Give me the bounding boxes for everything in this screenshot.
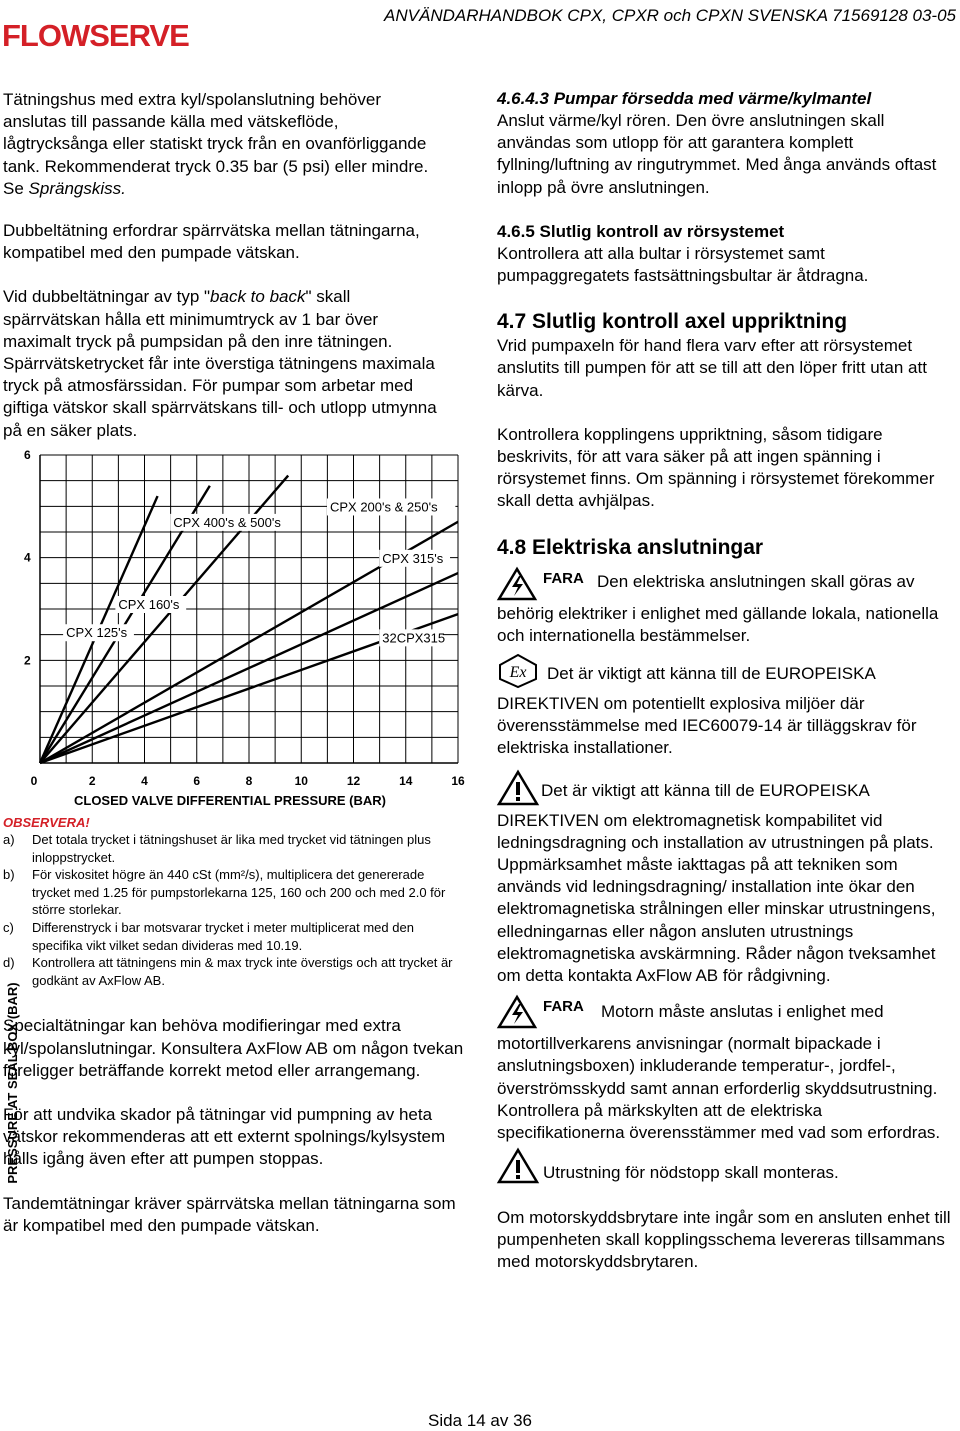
- note-text: Det totala trycket i tätningshuset är lika med trycket vid tätningen plus inloppstrycket.: [32, 832, 431, 865]
- btb-italic: back to back: [210, 287, 306, 307]
- warning-emergency-stop: [497, 1162, 952, 1184]
- warning-emergency-stop-badge: [497, 1162, 543, 1184]
- warning-atex: [497, 663, 952, 760]
- warning-electrical: [497, 571, 952, 647]
- note-text: Kontrollera att tätningens min & max tryck inte överstigs och att trycket är godkänt av AxFlow AB.: [32, 955, 453, 988]
- x-tick-label: 4: [141, 774, 148, 788]
- warning-motor-text-block: [497, 998, 952, 1144]
- paragraph-4-6-5: Kontrollera att alla bultar i rörsystemet samt pumpaggregatets fastsättningsbultar är åtdragna.: [497, 243, 869, 286]
- paragraph-special-seals: Specialtätningar kan behöva modifieringar med extra kyl/spolanslutningar. Konsultera AxFlow AB om någon tvekan föreligger beträffande korrekt metod eller arrangemang.: [3, 1016, 464, 1080]
- series-label: CPX 315's: [382, 550, 444, 566]
- warning-motor-badge: [497, 998, 601, 1033]
- y-tick-label: 6: [24, 448, 31, 462]
- paragraph-4-7-b: Kontrollera kopplingens uppriktning, såsom tidigare beskrivits, för att vara säker på att ingen spänning i rörsystemet finns. Om spänning i rörsystemet förekommer skall detta avhjälpas.: [497, 424, 935, 511]
- notes-list: [3, 831, 463, 989]
- header-title: ANVÄNDARHANDBOK CPX, CPXR och CPXN SVENSKA 71569128 03-05: [384, 6, 956, 25]
- ex-atex-icon: [497, 653, 539, 689]
- heading-4-7: 4.7 Slutlig kontroll axel uppriktning: [497, 310, 848, 334]
- note-label: a): [3, 832, 15, 847]
- warning-atex-text: Det är viktigt att känna till de EUROPEISKA DIREKTIVEN om potentiellt explosiva miljöer där överensstämmelse med IEC60079-14 är tilläggskrav för elektriska installationer.: [497, 664, 917, 758]
- warning-emergency-stop-text: Utrustning för nödstopp skall monteras.: [543, 1163, 839, 1183]
- series-label: CPX 200's & 250's: [329, 499, 438, 515]
- paragraph-4-6-4-3: Anslut värme/kyl rören. Den övre anslutningen skall användas som utlopp för att garantera komplett fyllning/luftning av ringutrymmet. Med ånga används oftast inlopp på övre anslutningen.: [497, 111, 937, 197]
- series-label: 32CPX315: [382, 630, 446, 646]
- chart-y-axis-label: PRESSURE AT SEAL BOX (BAR): [5, 982, 20, 1184]
- warning-electrical-text: Den elektriska anslutningen skall göras av behörig elektriker i enlighet med gällande lokala, nationella och internationella bestämmelser.: [497, 571, 939, 645]
- note-item: [3, 831, 463, 866]
- paragraph-double-seal: Dubbeltätning erfordrar spärrvätska mellan tätningarna, kompatibel med den pumpade vätskan.: [3, 221, 420, 263]
- electric-hazard-icon: [497, 567, 537, 601]
- note-label: c): [3, 919, 14, 935]
- notes-section: [3, 814, 473, 1237]
- fara-label: FARA: [543, 998, 584, 1016]
- series-label: CPX 125's: [66, 625, 128, 641]
- x-tick-label: 2: [88, 774, 96, 788]
- heading-4-8: 4.8 Elektriska anslutningar: [497, 535, 764, 559]
- btb-text-a: Vid dubbeltätningar av typ ": [3, 287, 211, 307]
- observera-heading: OBSERVERA!: [3, 815, 90, 830]
- warning-emc: [497, 780, 952, 988]
- warning-electrical-text-block: [497, 571, 952, 647]
- note-item: [3, 919, 463, 954]
- chart-x-axis-label: CLOSED VALVE DIFFERENTIAL PRESSURE (BAR): [73, 793, 387, 808]
- warning-emc-badge: [497, 780, 541, 810]
- x-tick-label: 8: [245, 774, 253, 788]
- note-item: [3, 866, 463, 919]
- y-tick-label: 4: [24, 550, 31, 565]
- page-number: Sida 14 av 36: [428, 1411, 532, 1430]
- note-item: [3, 954, 463, 989]
- right-column: [497, 88, 952, 1273]
- warning-emc-text: Det är viktigt att känna till de EUROPEISKA DIREKTIVEN om elektromagnetisk kompabilitet vid ledningsdragning och installation av utrustningen på plats. Uppmärksamhet måste iakttagas på att tekniken som används vid ledningsdragning/ installation inte ökar den elektromagnetiska strålningen eller minskar utrustningens, elledningarnas eller någon ansluten utrustnings elektromagnetiska avskärmning. Råder någon tveksamhet om detta kontakta AxFlow AB för rådgivning.: [497, 780, 936, 986]
- x-tick-label: 12: [346, 774, 361, 788]
- warning-emergency-stop-text-block: [497, 1162, 952, 1184]
- series-label: CPX 160's: [118, 597, 180, 612]
- chart-series-labels: [63, 498, 455, 646]
- paragraph-4-7-a: Vrid pumpaxeln för hand flera varv efter att rörsystemet anslutits till pumpen för att se till att den löper fritt utan att kärva.: [497, 336, 927, 400]
- warning-icon: [497, 770, 539, 806]
- x-tick-label: 10: [294, 774, 308, 788]
- flowserve-logo: FLOWSERVE: [2, 18, 189, 53]
- note-text: För viskositet högre än 440 cSt (mm²/s), multiplicera det genererade trycket med 1.25 för pumpstorlekarna 125, 160 och 200 och med 2.0 för större storlekar.: [32, 867, 446, 918]
- paragraph-cooling-text: Tätningshus med extra kyl/spolanslutning behöver anslutas till passande källa med vätskeflöde, lågtrycksånga eller statiskt tryck från en ovanförliggande tank. Rekommenderat tryck 0.35 bar (5 psi) eller mindre. Se: [3, 90, 429, 198]
- x-tick-label: 16: [451, 774, 465, 788]
- warning-atex-text-block: [497, 663, 952, 760]
- x-tick-label: 6: [193, 774, 201, 788]
- paragraph-hot-liquids: För att undvika skador på tätningar vid pumpning av heta vätskor rekommenderas att ett externt spolnings/kylsystem hålls igång även efter att pumpen stoppas.: [3, 1104, 446, 1169]
- note-label: d): [3, 955, 15, 971]
- warning-emc-text-block: [497, 780, 952, 988]
- y-tick-label: 2: [24, 653, 31, 668]
- svg-text:Ex: Ex: [509, 664, 527, 682]
- heading-4-6-5: 4.6.5 Slutlig kontroll av rörsystemet: [497, 221, 785, 241]
- note-text: Differenstryck i bar motsvarar trycket i meter multiplicerat med den specifika vikt vilket sedan divideras med 10.19.: [32, 919, 414, 953]
- warning-motor-text: Motorn måste anslutas i enlighet med motortillverkarens anvisningar (normalt bipackade i anslutningsboxen) inkluderande temperatur-, jordfel-, överströmsskydd samt annan erforderlig skyddsutrustning. Kontrollera på märkskylten att de elektriska specifikationerna överensstämmer med vad som erfordras.: [497, 1002, 941, 1143]
- warning-electrical-badge: [497, 571, 597, 603]
- paragraph-tandem: Tandemtätningar kräver spärrvätska mellan tätningarna som är kompatibel med den pumpade vätskan.: [3, 1193, 456, 1235]
- paragraph-motor-protection: Om motorskyddsbrytare inte ingår som en ansluten enhet till pumpenheten skall kopplingsschema levereras tillsammans med motorskyddsbrytaren.: [497, 1207, 951, 1271]
- warning-icon: [497, 1148, 539, 1184]
- btb-text-b: " skall spärrvätskan hålla ett minimumtryck av 1 bar över maximalt tryck på pumpsidan på den inre tätningen. Spärrvätsketrycket får inte överstiga tätningens maximala tryck på atmosfärssidan. För pumpar som arbetar med giftiga vätskor skall spärrvätskans till- och utlopp utmynna på en säker plats.: [3, 287, 437, 440]
- paragraph-cooling: [3, 89, 448, 200]
- heading-4-6-4-3: 4.6.4.3 Pumpar försedda med värme/kylmantel: [497, 89, 872, 108]
- warning-motor: [497, 998, 952, 1144]
- explosion-view-ref: Sprängskiss.: [28, 178, 126, 198]
- x-tick-label: 14: [399, 774, 413, 788]
- fara-label: FARA: [543, 569, 584, 587]
- series-label: CPX 400's & 500's: [173, 514, 281, 530]
- x-tick-label: 0: [30, 774, 38, 788]
- left-column: [3, 89, 473, 442]
- paragraph-back-to-back: [3, 286, 443, 441]
- warning-atex-badge: [497, 663, 547, 693]
- note-label: b): [3, 867, 15, 883]
- electric-hazard-icon: [497, 995, 537, 1029]
